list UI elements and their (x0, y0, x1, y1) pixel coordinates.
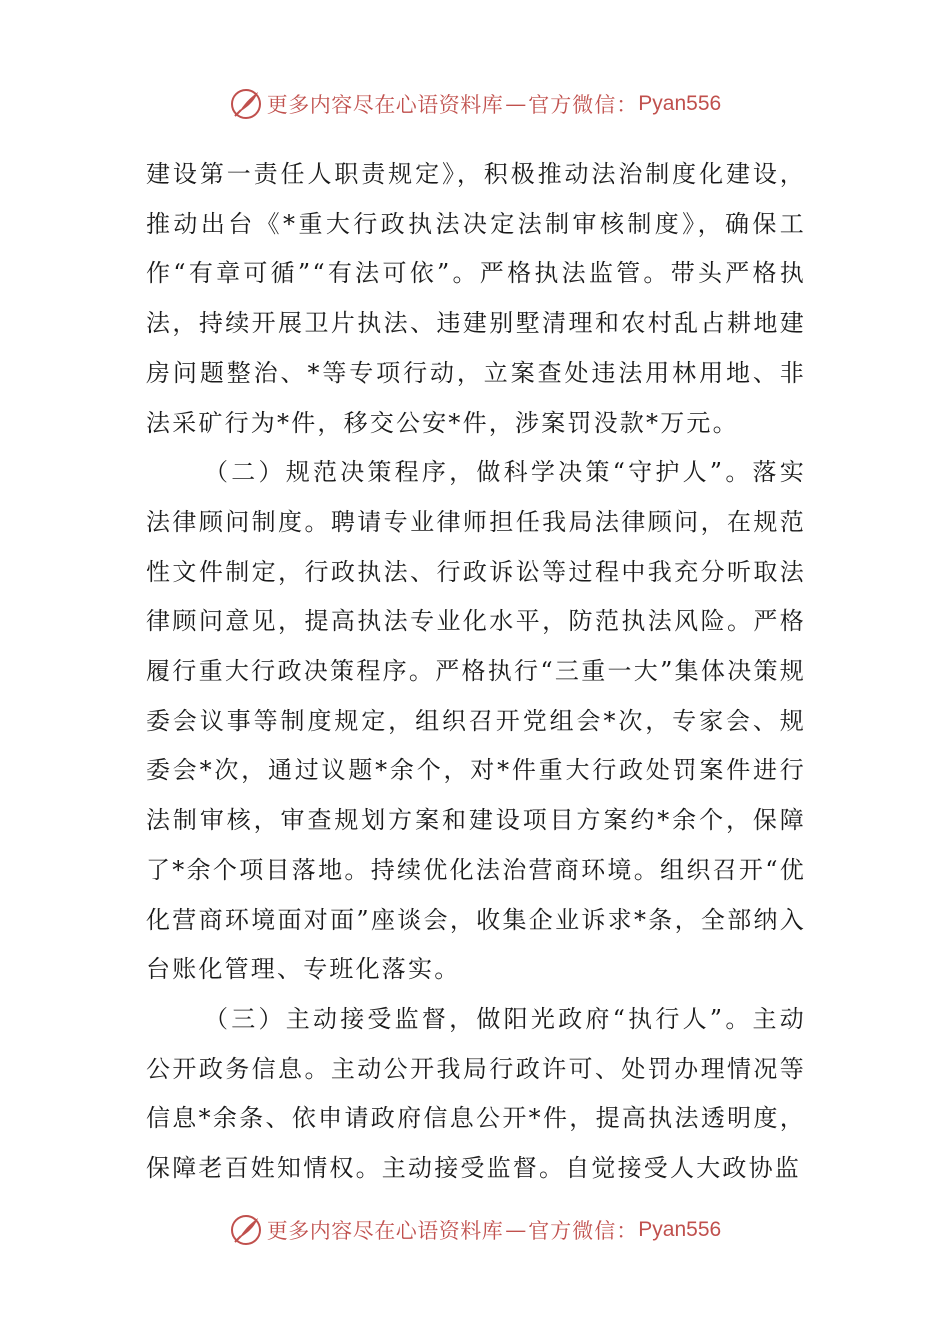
banner-separator: — (505, 92, 527, 116)
banner-wechat-id: Pyan556 (638, 1218, 722, 1241)
paragraph-section-2: （二）规范决策程序，做科学决策“守护人”。落实法律顾问制度。聘请专业律师担任我局法律顾问，在规范性文件制定，行政执法、行政诉讼等过程中我充分听取法律顾问意见，提高执法专业化水平，防范执法风险。严格履行重大行政决策程序。严格执行“三重一大”集体决策规委会议事等制度规定，组织召开党组会*次，专家会、规委会*次，通过议题*余个，对*件重大行政处罚案件进行法制审核，审查规划方案和建设项目方案约*余个，保障了*余个项目落地。持续优化法治营商环境。组织召开“优化营商环境面对面”座谈会，收集企业诉求*条，全部纳入台账化管理、专班化落实。 (146, 458, 806, 984)
footer-banner (0, 1210, 950, 1250)
quill-pen-logo-icon (229, 1213, 263, 1247)
quill-pen-logo-icon (229, 87, 263, 121)
banner-wechat-label: 官方微信： (528, 1219, 639, 1243)
banner-wechat-id: Pyan556 (638, 92, 722, 115)
document-body (146, 150, 806, 1194)
banner-wechat-label: 官方微信： (528, 93, 639, 117)
banner-text: 更多内容尽在心语资料库 (266, 1219, 504, 1243)
banner-separator: — (505, 1218, 527, 1242)
paragraph-section-3: （三）主动接受监督，做阳光政府“执行人”。主动公开政务信息。主动公开我局行政许可、处罚办理情况等信息*余条、依申请政府信息公开*件，提高执法透明度，保障老百姓知情权。主动接受监督。自觉接受人大政协监 (146, 1004, 806, 1183)
header-banner (0, 84, 950, 124)
banner-text: 更多内容尽在心语资料库 (266, 93, 504, 117)
paragraph-continuation: 建设第一责任人职责规定》，积极推动法治制度化建设，推动出台《*重大行政执法决定法制审核制度》，确保工作“有章可循”“有法可依”。严格执法监管。带头严格执法，持续开展卫片执法、违建别墅清理和农村乱占耕地建房问题整治、*等专项行动，立案查处违法用林用地、非法采矿行为*件，移交公安*件，涉案罚没款*万元。 (146, 160, 806, 437)
